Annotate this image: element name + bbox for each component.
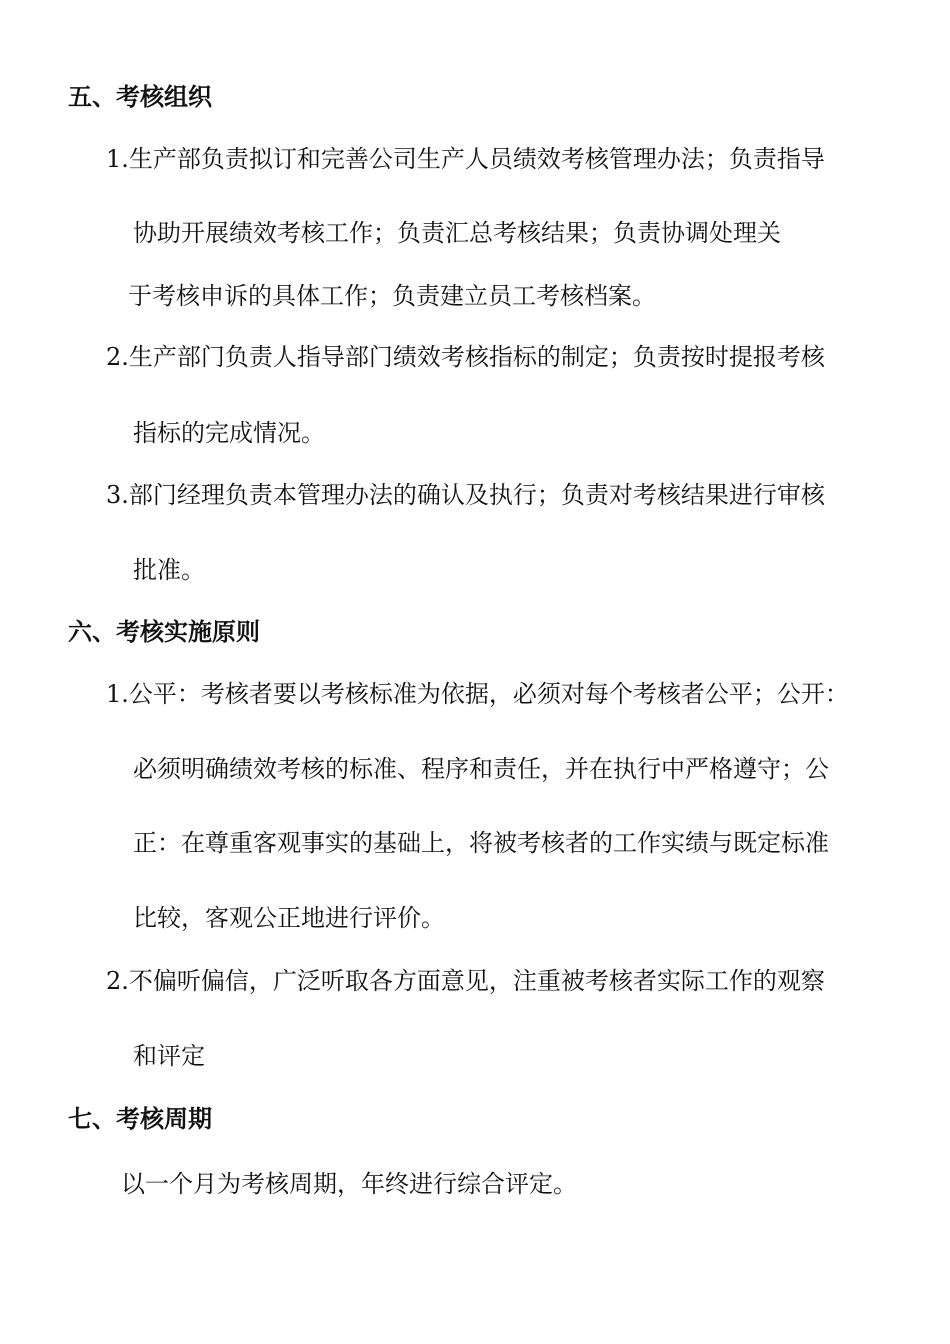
- list-item-number: 1.: [106, 145, 129, 173]
- list-item-number: 2.: [106, 343, 129, 371]
- list-item-line: 于考核申诉的具体工作；负责建立员工考核档案。: [128, 282, 656, 310]
- list-item-line: 生产部门负责人指导部门绩效考核指标的制定；负责按时提报考核: [128, 343, 825, 371]
- list-item-line: 比较，客观公正地进行评价。: [133, 904, 445, 932]
- list-item-6-2: [106, 966, 825, 996]
- list-item-number: 1.: [106, 680, 129, 708]
- list-item-number: 2.: [106, 967, 129, 995]
- list-item-number: 3.: [106, 481, 129, 509]
- section-paragraph: 以一个月为考核周期，年终进行综合评定。: [121, 1170, 577, 1198]
- list-item-line: 正：在尊重客观事实的基础上，将被考核者的工作实绩与既定标准: [133, 829, 829, 857]
- list-item-line: 和评定: [133, 1042, 205, 1070]
- list-item-5-1: [106, 144, 825, 174]
- list-item-line: 批准。: [133, 556, 205, 584]
- list-item-line: 公平：考核者要以考核标准为依据，必须对每个考核者公平；公开：: [128, 680, 849, 708]
- list-item-5-2: [106, 342, 825, 372]
- list-item-line: 指标的完成情况。: [133, 419, 325, 447]
- section-heading-6: 六、考核实施原则: [68, 618, 260, 646]
- list-item-line: 不偏听偏信，广泛听取各方面意见，注重被考核者实际工作的观察: [128, 967, 825, 995]
- section-heading-7: 七、考核周期: [68, 1105, 212, 1133]
- list-item-line: 部门经理负责本管理办法的确认及执行；负责对考核结果进行审核: [128, 481, 825, 509]
- list-item-5-3: [106, 480, 825, 510]
- list-item-line: 生产部负责拟订和完善公司生产人员绩效考核管理办法；负责指导: [128, 145, 825, 173]
- section-heading-5: 五、考核组织: [68, 83, 212, 111]
- list-item-line: 协助开展绩效考核工作；负责汇总考核结果；负责协调处理关: [133, 219, 781, 247]
- list-item-line: 必须明确绩效考核的标准、程序和责任，并在执行中严格遵守；公: [133, 755, 829, 783]
- list-item-6-1: [106, 679, 849, 709]
